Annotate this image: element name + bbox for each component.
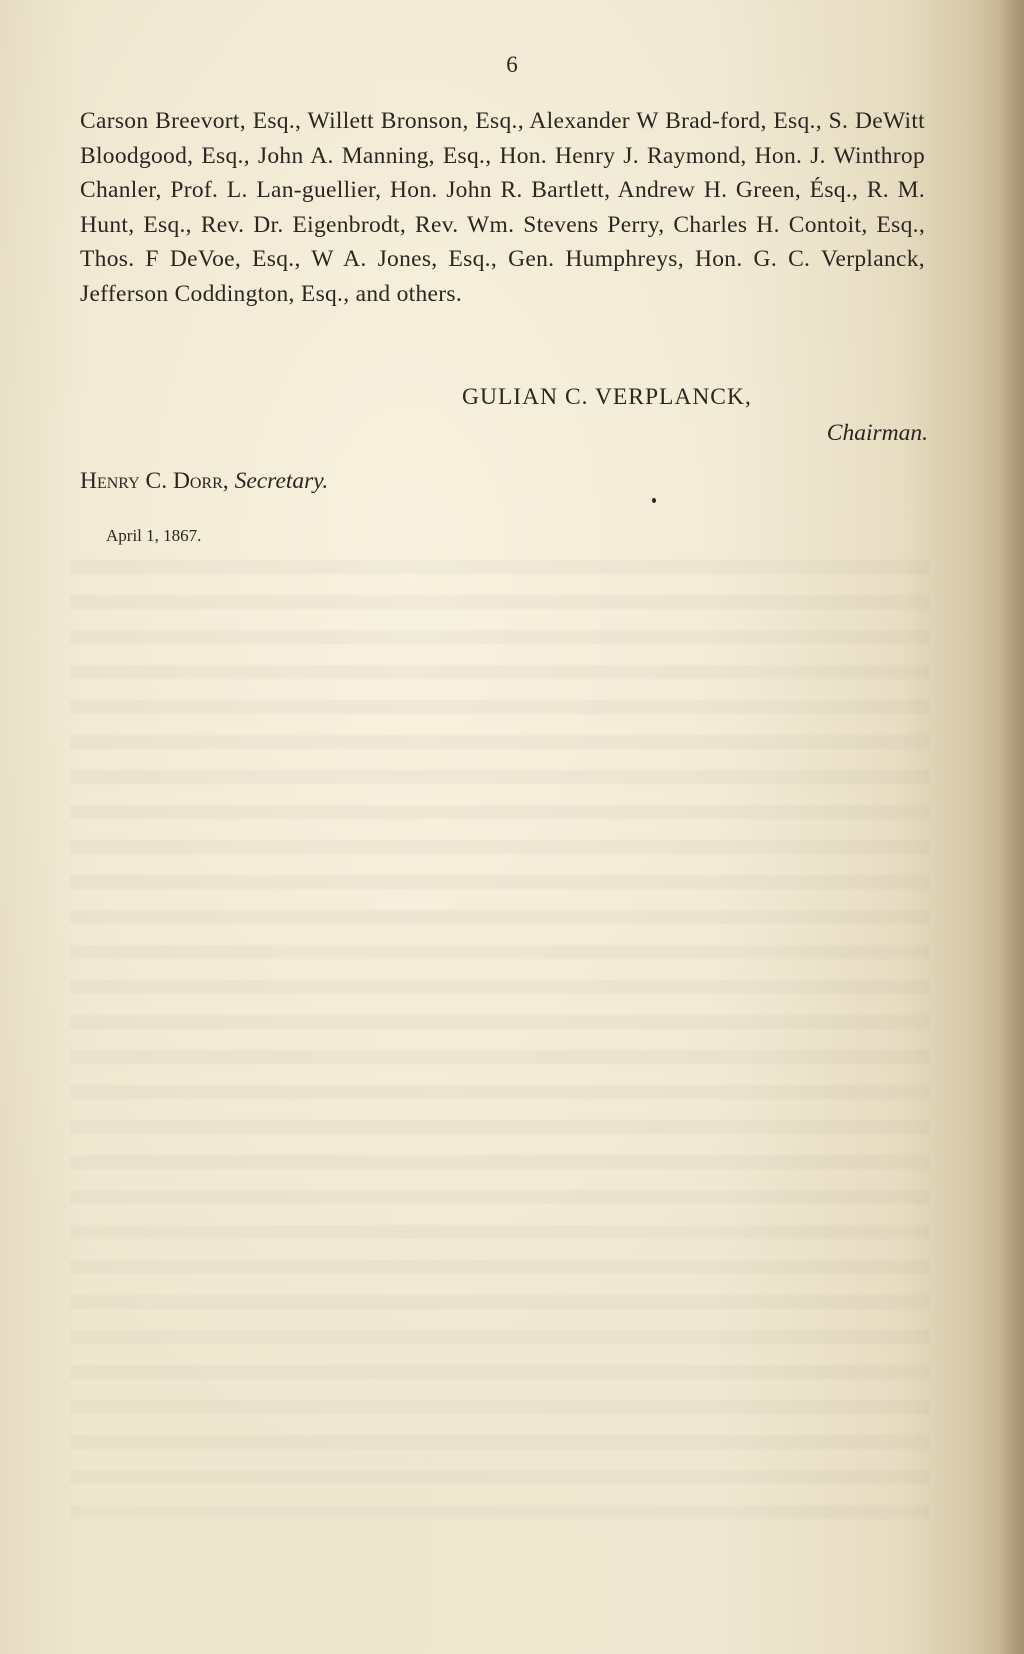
signature-name: GULIAN C. VERPLANCK, <box>462 384 752 410</box>
signature-title: Chairman. <box>826 420 928 446</box>
document-date: April 1, 1867. <box>106 526 202 545</box>
secretary-line <box>80 468 328 495</box>
page-number: 6 <box>506 52 518 77</box>
spine-shadow <box>998 0 1024 1654</box>
ink-speck <box>652 498 656 503</box>
body-paragraph: Carson Breevort, Esq., Willett Bronson, Esq., Alexander W Brad-ford, Esq., S. DeWitt Bloodgood, Esq., John A. Manning, Esq., Hon. Henry J. Raymond, Hon. J. Winthrop Chanler, Prof. L. Lan-guellier, Hon. John R. Bartlett, Andrew H. Green, Ésq., R. M. Hunt, Esq., Rev. Dr. Eigenbrodt, Rev. Wm. Stevens Perry, Charles H. Contoit, Esq., Thos. F DeVoe, Esq., W A. Jones, Esq., Gen. Humphreys, Hon. G. C. Verplanck, Jefferson Coddington, Esq., and others. <box>80 108 925 307</box>
secretary-title: Secretary. <box>234 468 329 494</box>
secretary-name: Henry C. Dorr, <box>80 468 229 494</box>
show-through-texture <box>70 560 930 1520</box>
